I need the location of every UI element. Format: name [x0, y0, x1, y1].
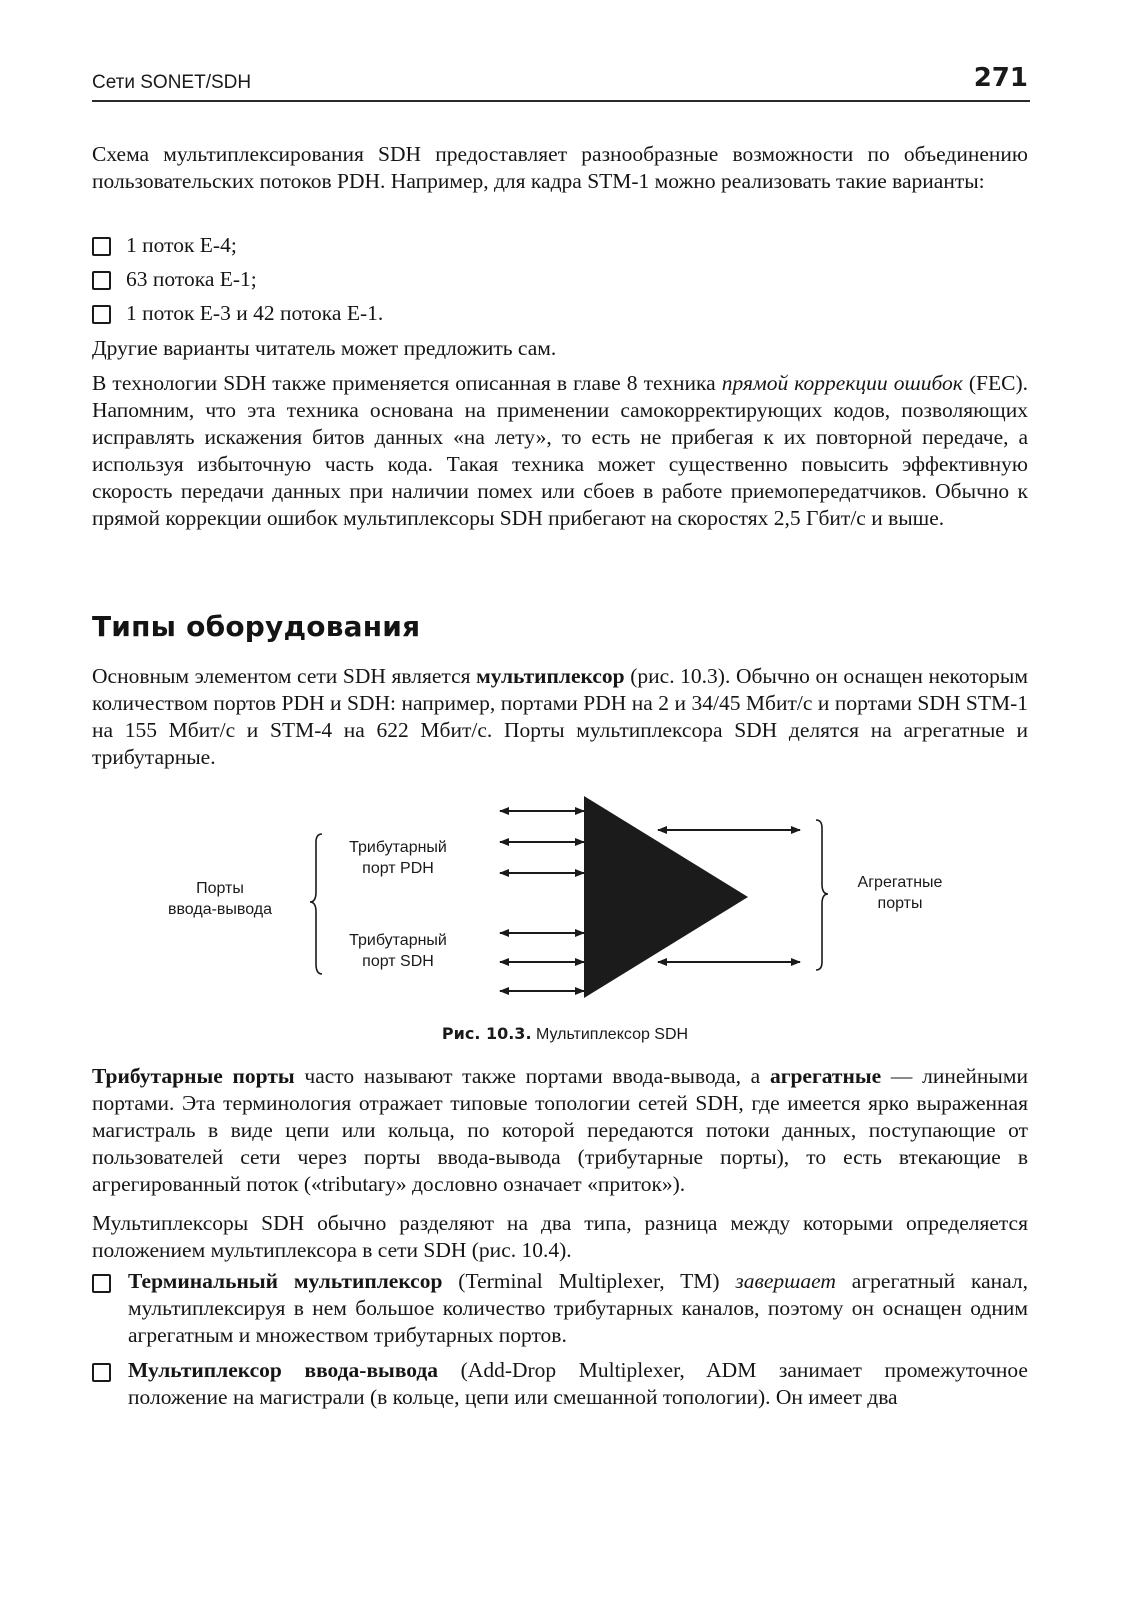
aggregate-ports-brace [816, 820, 828, 970]
running-header [92, 63, 1030, 102]
variants-list [92, 228, 1028, 330]
page-number: 271 [973, 63, 1028, 93]
paragraph-tributary: Трибутарные порты часто называют также портами ввода-вывода, а агрегатные — линейными портами. Эта терминология отражает типовые топологии сетей SDH, где имеется ярко выраженная магистраль в виде цепи или кольца, по которой передаются потоки данных, поступающие от пользователей сети через порты ввода-вывода (трибутарные порты), то есть втекающие в агрегированный поток («tributary» дословно означает «приток»). [92, 1064, 1028, 1196]
checkbox-bullet-icon [92, 271, 111, 290]
multiplexer-types-list [92, 1268, 1028, 1419]
trib-sdh-label: Трибутарный [349, 932, 447, 949]
checkbox-bullet-icon [92, 237, 111, 256]
aggregate-ports-label: Агрегатные [857, 874, 943, 891]
paragraph-types: Мультиплексоры SDH обычно разделяют на два типа, разница между которыми определяется положением мультиплексора в сети SDH (рис. 10.4). [92, 1211, 1028, 1262]
figure-sdh-multiplexer [140, 796, 1000, 1016]
trib-pdh-label: Трибутарный [349, 839, 447, 856]
list-item: Мультиплексор ввода-вывода (Add-Drop Multiplexer, ADM занимает промежуточное положение на магистрали (в кольце, цепи или смешанной топологии). Он имеет два [92, 1357, 1028, 1411]
io-ports-label-2: ввода-вывода [167, 901, 273, 918]
trib-pdh-label-2: порт PDH [362, 860, 434, 877]
io-ports-label: Порты [196, 880, 244, 897]
tributary-term: Трибутарные порты [92, 1064, 295, 1088]
multiplexer-triangle [584, 796, 748, 998]
trib-sdh-label-2: порт SDH [362, 953, 434, 970]
header-title: Сети SONET/SDH [92, 72, 252, 93]
figure-caption: Рис. 10.3. Мультиплексор SDH [441, 1024, 689, 1043]
tributary-arrows [500, 811, 584, 991]
io-ports-brace [310, 834, 322, 974]
aggregate-term: агрегатные [769, 1064, 882, 1088]
list-item: 1 поток E-4; [92, 228, 1028, 262]
caption-number: Рис. 10.3. [441, 1024, 532, 1043]
checkbox-bullet-icon [92, 1274, 111, 1293]
list-item: 1 поток E-3 и 42 потока E-1. [92, 296, 1028, 330]
paragraph-multiplexer: Основным элементом сети SDH является мультиплексор (рис. 10.3). Обычно он оснащен некоторым количеством портов PDH и SDH: например, портами PDH на 2 и 34/45 Мбит/с и портами SDH STM-1 на 155 Мбит/с и STM-4 на 622 Мбит/с. Порты мультиплексора SDH делятся на агрегатные и трибутарные. [92, 664, 1028, 769]
multiplexer-term: мультиплексор [476, 664, 625, 688]
checkbox-bullet-icon [92, 1363, 111, 1382]
multiplexer-diagram [140, 796, 1000, 1016]
section-title: Типы оборудования [92, 610, 421, 643]
paragraph-fec: В технологии SDH также применяется описанная в главе 8 техника прямой коррекции ошибок (FEC). Напомним, что эта техника основана на применении самокорректирующих кодов, позволяющих исправлять искажения битов данных «на лету», то есть не прибегая к их повторной передаче, а используя избыточную часть кода. Такая техника может существенно повысить эффективную скорость передачи данных при наличии помех или сбоев в работе приемопередатчиков. Обычно к прямой коррекции ошибок мультиплексоры SDH прибегают на скоростях 2,5 Гбит/с и выше. [92, 371, 1029, 530]
list-item: 63 потока E-1; [92, 262, 1028, 296]
list-item: Терминальный мультиплексор (Terminal Multiplexer, TM) завершает агрегатный канал, мультиплексируя в нем большое количество трибутарных каналов, поэтому он оснащен одним агрегатным и множеством трибутарных портов. [92, 1268, 1028, 1349]
paragraph-intro: Схема мультиплексирования SDH предоставляет разнообразные возможности по объединению пользовательских потоков PDH. Например, для кадра STM-1 можно реализовать такие варианты: [92, 142, 1028, 193]
fec-term: прямой коррекции ошибок [721, 371, 963, 395]
paragraph-other-variants: Другие варианты читатель может предложить сам. [92, 336, 557, 360]
checkbox-bullet-icon [92, 305, 111, 324]
aggregate-ports-label-2: порты [877, 895, 923, 912]
